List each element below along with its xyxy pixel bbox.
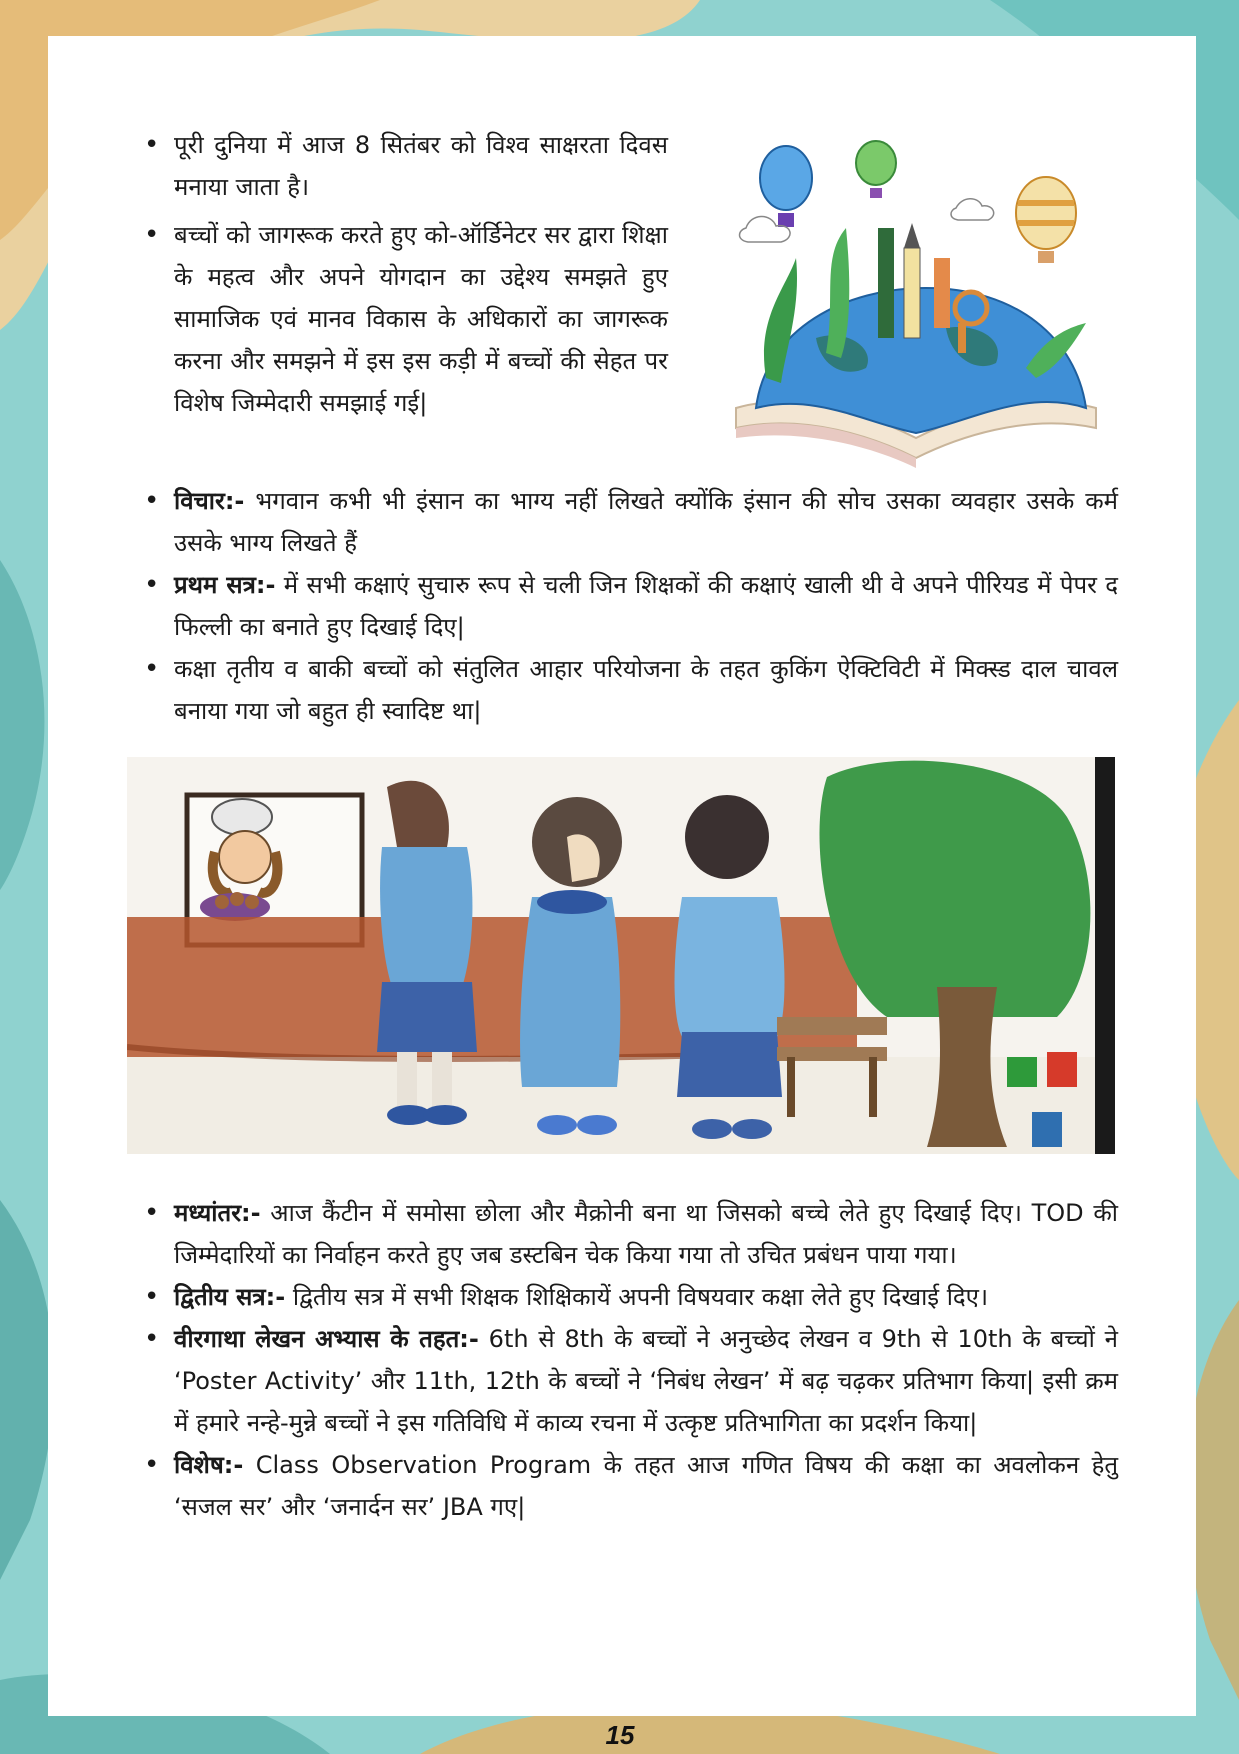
bullet-text: 6th से 8th के बच्चों ने अनुच्छेद लेखन व 9th से 10th के बच्चों ने ‘Poster Activity’ और 11th, 12th के बच्चों ने ‘निबंध लेखन’ में बढ़ चढ़कर प्रतिभाग किया| इसी क्रम में हमारे नन्हे-मुन्ने बच्चों ने इस गतिविधि में काव्य रचना में उत्कृष्ट प्रतिभागिता का प्रदर्शन किया| <box>174 1325 1119 1437</box>
bullet-text: भगवान कभी भी इंसान का भाग्य नहीं लिखते क्योंकि इंसान की सोच उसका व्यवहार उसके कर्म उसके भाग्य लिखते हैं <box>174 487 1118 557</box>
bullet-text: में सभी कक्षाएं सुचारु रूप से चली जिन शिक्षकों की कक्षाएं खाली थी वे अपने पीरियड में पेपर द फिल्ली का बनाते हुए दिखाई दिए| <box>174 571 1118 641</box>
activities-bullet-list <box>174 1192 1118 1528</box>
list-item: • पूरी दुनिया में आज 8 सितंबर को विश्व साक्षरता दिवस मनाया जाता है। <box>174 124 668 208</box>
bullet-text: कक्षा तृतीय व बाकी बच्चों को संतुलित आहार परियोजना के तहत कुकिंग ऐक्टिविटी में मिक्स्ड दाल चावल बनाया गया जो बहुत ही स्वादिष्ट था| <box>174 655 1118 725</box>
list-item <box>174 648 1118 732</box>
list-item <box>174 1192 1118 1276</box>
list-item: • बच्चों को जागरूक करते हुए को-ऑर्डिनेटर सर द्वारा शिक्षा के महत्व और अपने योगदान का उद्देश्य समझते हुए सामाजिक एवं मानव विकास के अधिकारों का जागरूक करना और समझने में इस इस कड़ी में बच्चों की सेहत पर विशेष जिम्मेदारी समझाई गई| <box>174 214 668 424</box>
bullet-label: विचार:- <box>174 487 245 515</box>
bullet-label: मध्यांतर:- <box>174 1199 261 1227</box>
list-item <box>174 480 1118 564</box>
list-item <box>174 1444 1118 1528</box>
bullet-text: आज कैंटीन में समोसा छोला और मैक्रोनी बना था जिसको बच्चे लेते हुए दिखाई दिए। TOD की जिम्मेदारियों का निर्वाहन करते हुए जब डस्टबिन चेक किया गया तो उचित प्रबंधन पाया गया। <box>174 1199 1118 1269</box>
bullet-label: द्वितीय सत्र:- <box>174 1283 286 1311</box>
list-item <box>174 564 1118 648</box>
list-item <box>174 1318 1118 1444</box>
session-bullet-list <box>174 480 1118 732</box>
bullet-label: प्रथम सत्र:- <box>174 571 276 599</box>
list-item <box>174 1276 1118 1318</box>
page-number: 15 <box>605 1720 635 1750</box>
bullet-label: वीरगाथा लेखन अभ्यास के तहत:- <box>174 1325 479 1353</box>
bullet-text: Class Observation Program के तहत आज गणित विषय की कक्षा का अवलोकन हेतु ‘सजल सर’ और ‘जनार्दन सर’ JBA गए| <box>174 1451 1118 1521</box>
bullet-text: द्वितीय सत्र में सभी शिक्षक शिक्षिकायें अपनी विषयवार कक्षा लेते हुए दिखाई दिए। <box>285 1283 989 1311</box>
canteen-drawing <box>127 757 1115 1154</box>
bullet-label: विशेष:- <box>174 1451 244 1479</box>
literacy-illustration <box>726 138 1106 478</box>
intro-bullet-list <box>174 124 668 430</box>
